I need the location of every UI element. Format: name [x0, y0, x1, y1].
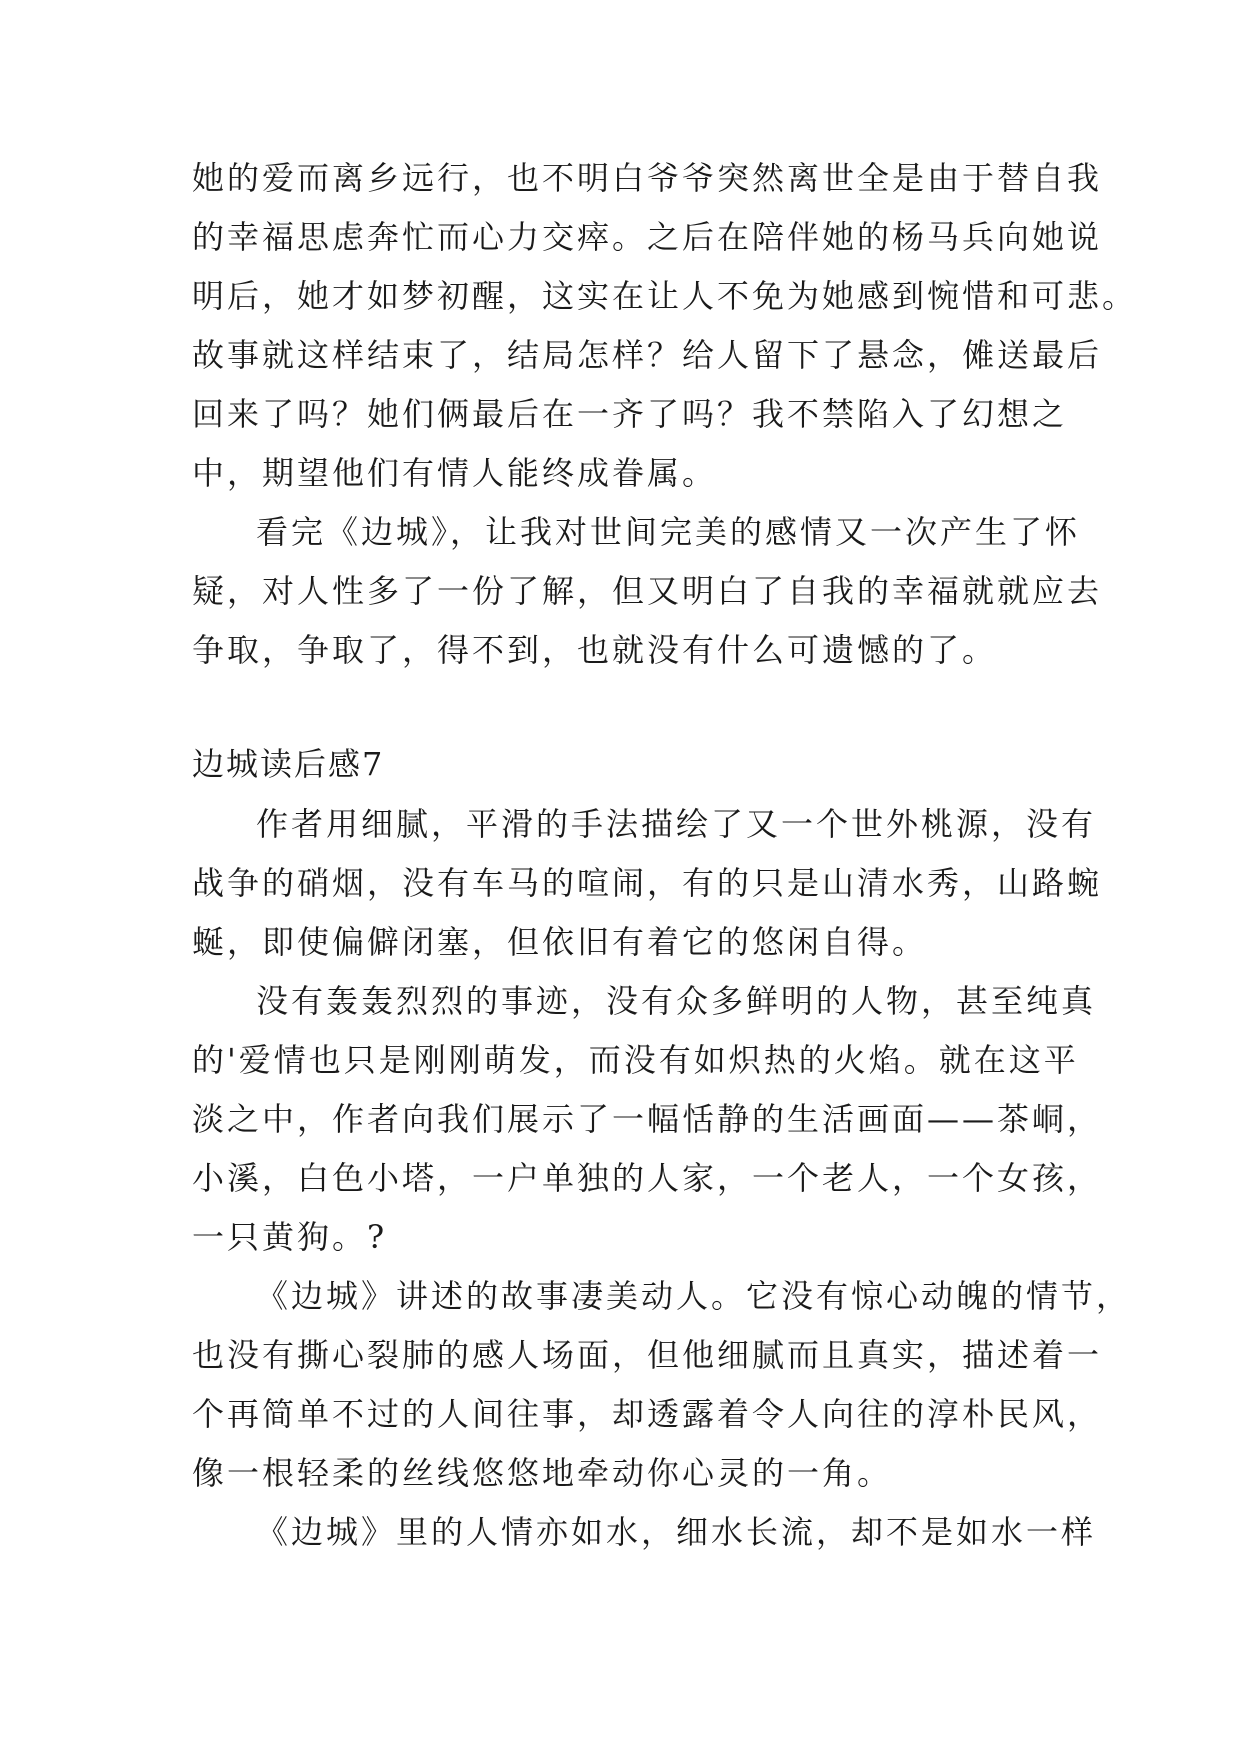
text-line: 中，期望他们有情人能终成眷属。 — [192, 454, 718, 492]
text-line: 也没有撕心裂肺的感人场面，但他细腻而且真实，描述着一 — [192, 1336, 1103, 1374]
text-line: 她的爱而离乡远行，也不明白爷爷突然离世全是由于替自我 — [192, 159, 1103, 197]
text-line: 看完《边城》，让我对世间完美的感情又一次产生了怀 — [256, 513, 1081, 551]
text-line: 小溪，白色小塔，一户单独的人家，一个老人，一个女孩， — [192, 1159, 1103, 1197]
text-line: 个再简单不过的人间往事，却透露着令人向往的淳朴民风， — [192, 1395, 1103, 1433]
text-line: 《边城》里的人情亦如水，细水长流，却不是如水一样 — [256, 1513, 1097, 1551]
text-line: 回来了吗？她们俩最后在一齐了吗？我不禁陷入了幻想之 — [192, 395, 1068, 433]
text-line: 疑，对人性多了一份了解，但又明白了自我的幸福就就应去 — [192, 572, 1103, 610]
text-line: 争取，争取了，得不到，也就没有什么可遗憾的了。 — [192, 631, 998, 669]
text-line: 的'爱情也只是刚刚萌发，而没有如炽热的火焰。就在这平 — [192, 1041, 1079, 1079]
text-line: 淡之中，作者向我们展示了一幅恬静的生活画面——茶峒， — [192, 1100, 1103, 1138]
text-line: 《边城》讲述的故事凄美动人。它没有惊心动魄的情节， — [256, 1277, 1132, 1315]
text-line: 没有轰轰烈烈的事迹，没有众多鲜明的人物，甚至纯真 — [256, 982, 1097, 1020]
section-title: 边城读后感7 — [192, 745, 385, 783]
text-line: 像一根轻柔的丝线悠悠地牵动你心灵的一角。 — [192, 1454, 893, 1492]
text-line: 故事就这样结束了，结局怎样？给人留下了悬念，傩送最后 — [192, 336, 1103, 374]
text-line: 蜒，即使偏僻闭塞，但依旧有着它的悠闲自得。 — [192, 923, 928, 961]
text-line: 一只黄狗。? — [192, 1218, 388, 1256]
text-line: 战争的硝烟，没有车马的喧闹，有的只是山清水秀，山路蜿 — [192, 864, 1103, 902]
text-line: 的幸福思虑奔忙而心力交瘁。之后在陪伴她的杨马兵向她说 — [192, 218, 1103, 256]
text-line: 作者用细腻，平滑的手法描绘了又一个世外桃源，没有 — [256, 805, 1097, 843]
text-line: 明后，她才如梦初醒，这实在让人不免为她感到惋惜和可悲。 — [192, 277, 1138, 315]
